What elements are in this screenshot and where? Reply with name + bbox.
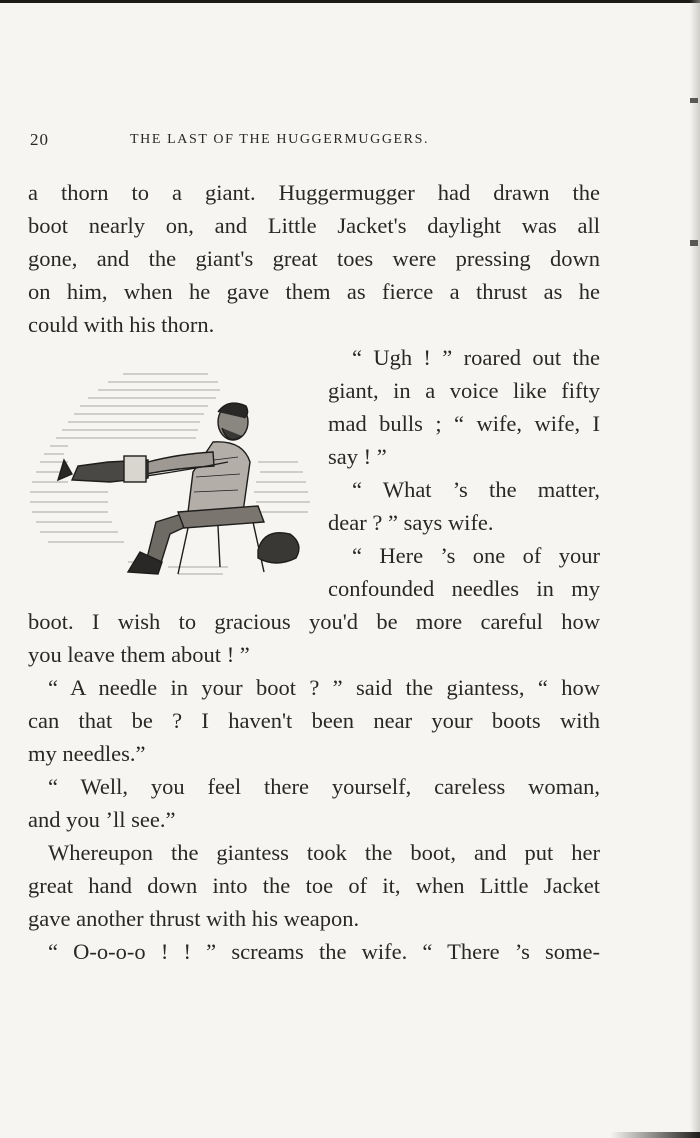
text-line: confounded needles in my (328, 576, 600, 601)
text-line: “ A needle in your boot ? ” said the giantess, “ how (48, 675, 600, 700)
text-line: “ O-o-o-o ! ! ” screams the wife. “ There ’s some- (48, 939, 600, 964)
text-line: can that be ? I haven't been near your boots with (28, 708, 600, 733)
text-line: you leave them about ! ” (28, 642, 250, 667)
text-line: “ Well, you feel there yourself, careless woman, (48, 774, 600, 799)
page-edge-mark (690, 98, 698, 103)
page-bottom-edge (610, 1132, 700, 1138)
text-line: mad bulls ; “ wife, wife, I (328, 411, 600, 436)
text-line: and you ’ll see.” (28, 807, 176, 832)
running-title: THE LAST OF THE HUGGERMUGGERS. (130, 132, 430, 147)
text-line: “ Ugh ! ” roared out the (352, 345, 600, 370)
text-line: gone, and the giant's great toes were pressing down (28, 246, 600, 271)
running-head (30, 130, 630, 154)
page-top-edge (0, 0, 700, 3)
page-right-edge (690, 0, 700, 1138)
text-line: on him, when he gave them as fierce a thrust as he (28, 279, 600, 304)
text-line: giant, in a voice like fifty (328, 378, 600, 403)
text-line: my needles.” (28, 741, 146, 766)
page-number: 20 (30, 130, 49, 149)
text-line: gave another thrust with his weapon. (28, 906, 360, 931)
text-line: Whereupon the giantess took the boot, and put her (48, 840, 600, 865)
text-line: great hand down into the toe of it, when Little Jacket (28, 873, 600, 898)
giant-figure (58, 403, 299, 574)
text-line: “ What ’s the matter, (352, 477, 600, 502)
text-line: a thorn to a giant. Huggermugger had drawn the (28, 180, 600, 205)
engraving-illustration (28, 362, 313, 592)
text-line: dear ? ” says wife. (328, 510, 494, 535)
text-line: “ Here ’s one of your (352, 543, 600, 568)
text-line: boot. I wish to gracious you'd be more careful how (28, 609, 600, 634)
text-line: could with his thorn. (28, 312, 215, 337)
text-line: say ! ” (328, 444, 387, 469)
text-line: boot nearly on, and Little Jacket's daylight was all (28, 213, 600, 238)
page-edge-mark (690, 240, 698, 246)
